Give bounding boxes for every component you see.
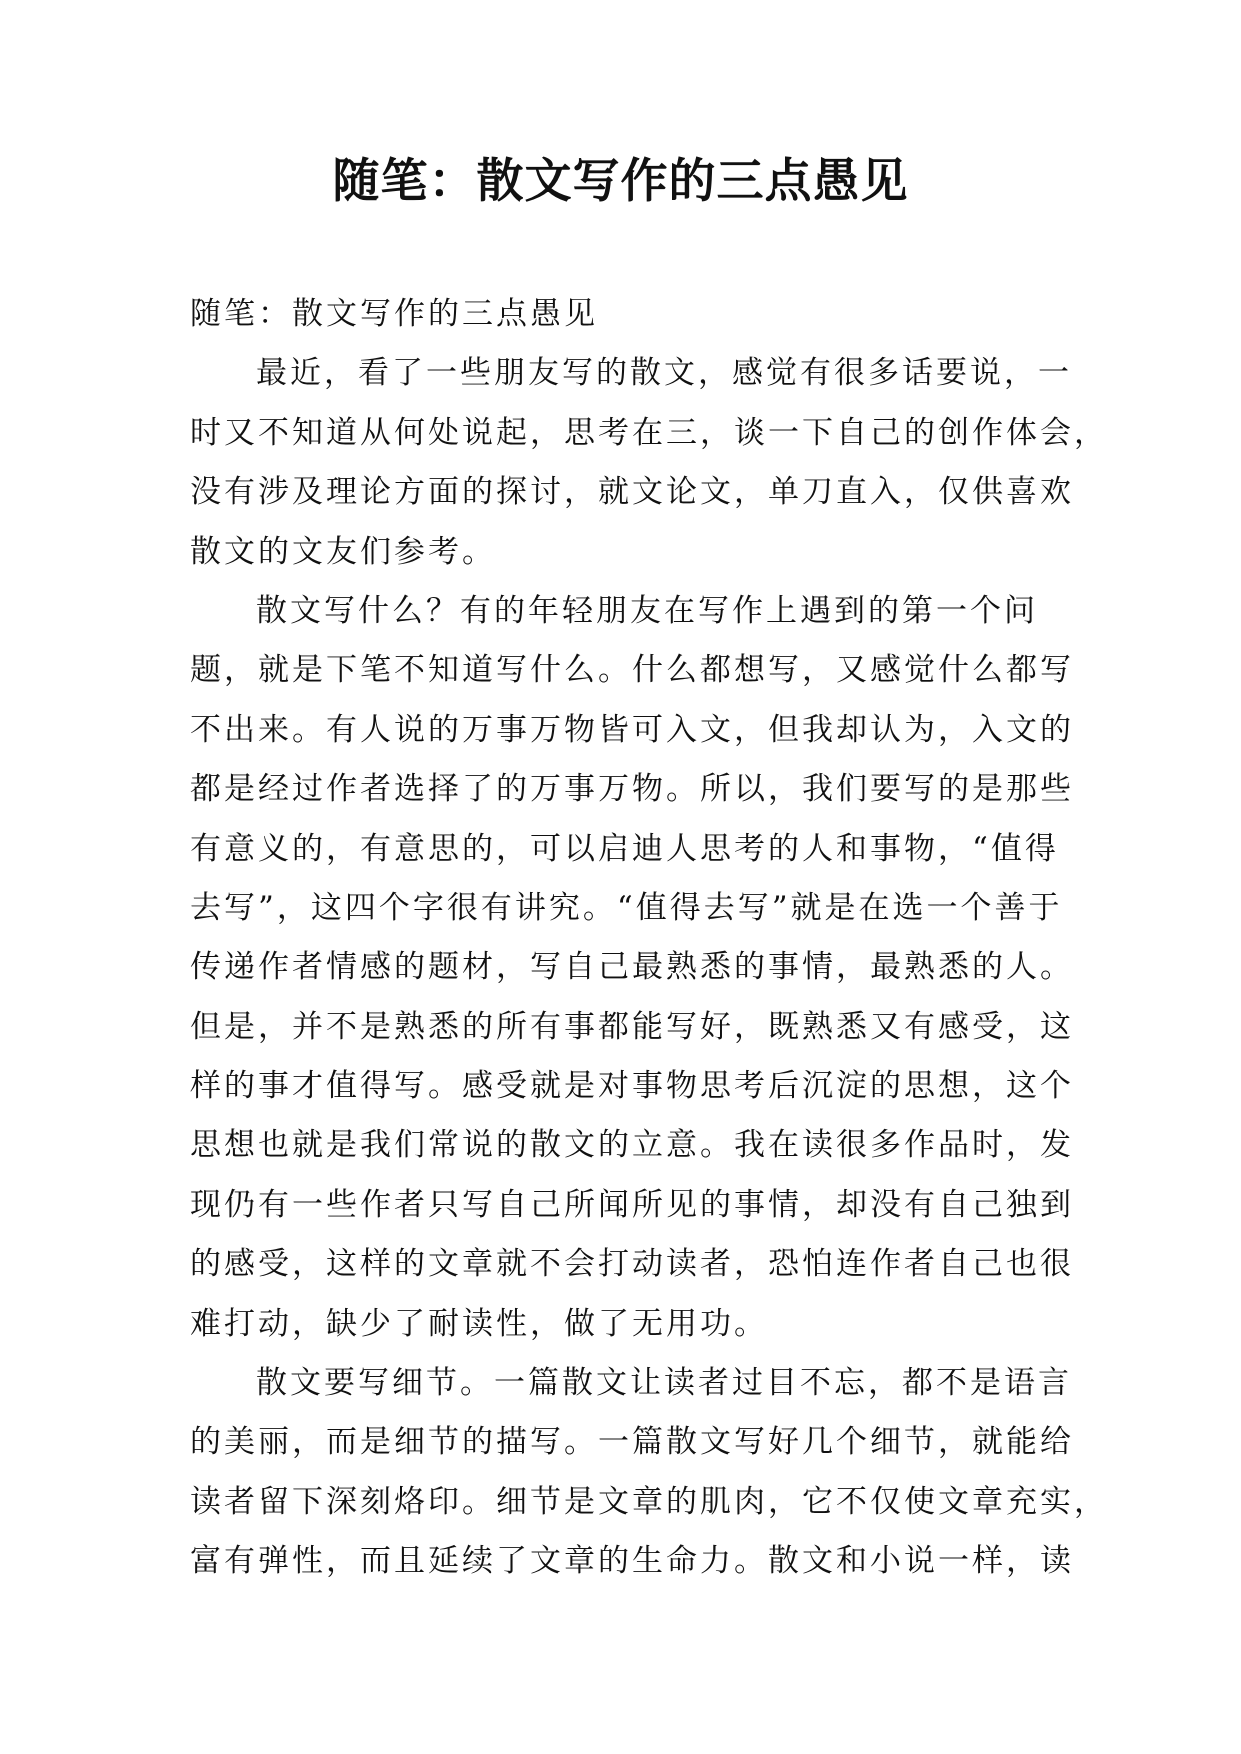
document-body (190, 285, 1108, 1592)
text-line: 散文写什么？有的年轻朋友在写作上遇到的第一个问 (256, 592, 1038, 629)
text-line: 有意义的，有意思的，可以启迪人思考的人和事物，“值得 (190, 830, 1059, 867)
text-line: 读者留下深刻烙印。细节是文章的肌肉，它不仅使文章充实， (190, 1483, 1108, 1520)
text-line: 样的事才值得写。感受就是对事物思考后沉淀的思想，这个 (190, 1068, 1074, 1105)
text-line: 但是，并不是熟悉的所有事都能写好，既熟悉又有感受，这 (190, 1008, 1074, 1045)
text-line: 时又不知道从何处说起，思考在三，谈一下自己的创作体会， (190, 414, 1108, 451)
text-line: 的美丽，而是细节的描写。一篇散文写好几个细节，就能给 (190, 1424, 1074, 1461)
text-line: 散文要写细节。一篇散文让读者过目不忘，都不是语言 (256, 1365, 1072, 1402)
text-line: 思想也就是我们常说的散文的立意。我在读很多作品时，发 (190, 1127, 1074, 1164)
text-line: 最近，看了一些朋友写的散文，感觉有很多话要说，一 (256, 355, 1072, 392)
text-line: 传递作者情感的题材，写自己最熟悉的事情，最熟悉的人。 (190, 949, 1074, 986)
text-line: 没有涉及理论方面的探讨，就文论文，单刀直入，仅供喜欢 (190, 474, 1074, 511)
subtitle-line: 随笔：散文写作的三点愚见 (190, 296, 598, 332)
text-line: 都是经过作者选择了的万事万物。所以，我们要写的是那些 (190, 771, 1074, 808)
text-line: 散文的文友们参考。 (190, 533, 496, 570)
text-line: 题，就是下笔不知道写什么。什么都想写，又感觉什么都写 (190, 652, 1074, 689)
text-line: 不出来。有人说的万事万物皆可入文，但我却认为，入文的 (190, 711, 1074, 748)
text-line: 的感受，这样的文章就不会打动读者，恐怕连作者自己也很 (190, 1246, 1074, 1283)
text-line: 现仍有一些作者只写自己所闻所见的事情，却没有自己独到 (190, 1186, 1074, 1223)
text-line: 去写”，这四个字很有讲究。“值得去写”就是在选一个善于 (190, 889, 1063, 926)
document-title: 随笔：散文写作的三点愚见 (332, 154, 909, 209)
text-line: 富有弹性，而且延续了文章的生命力。散文和小说一样，读 (190, 1543, 1074, 1580)
text-line: 难打动，缺少了耐读性，做了无用功。 (190, 1305, 768, 1342)
